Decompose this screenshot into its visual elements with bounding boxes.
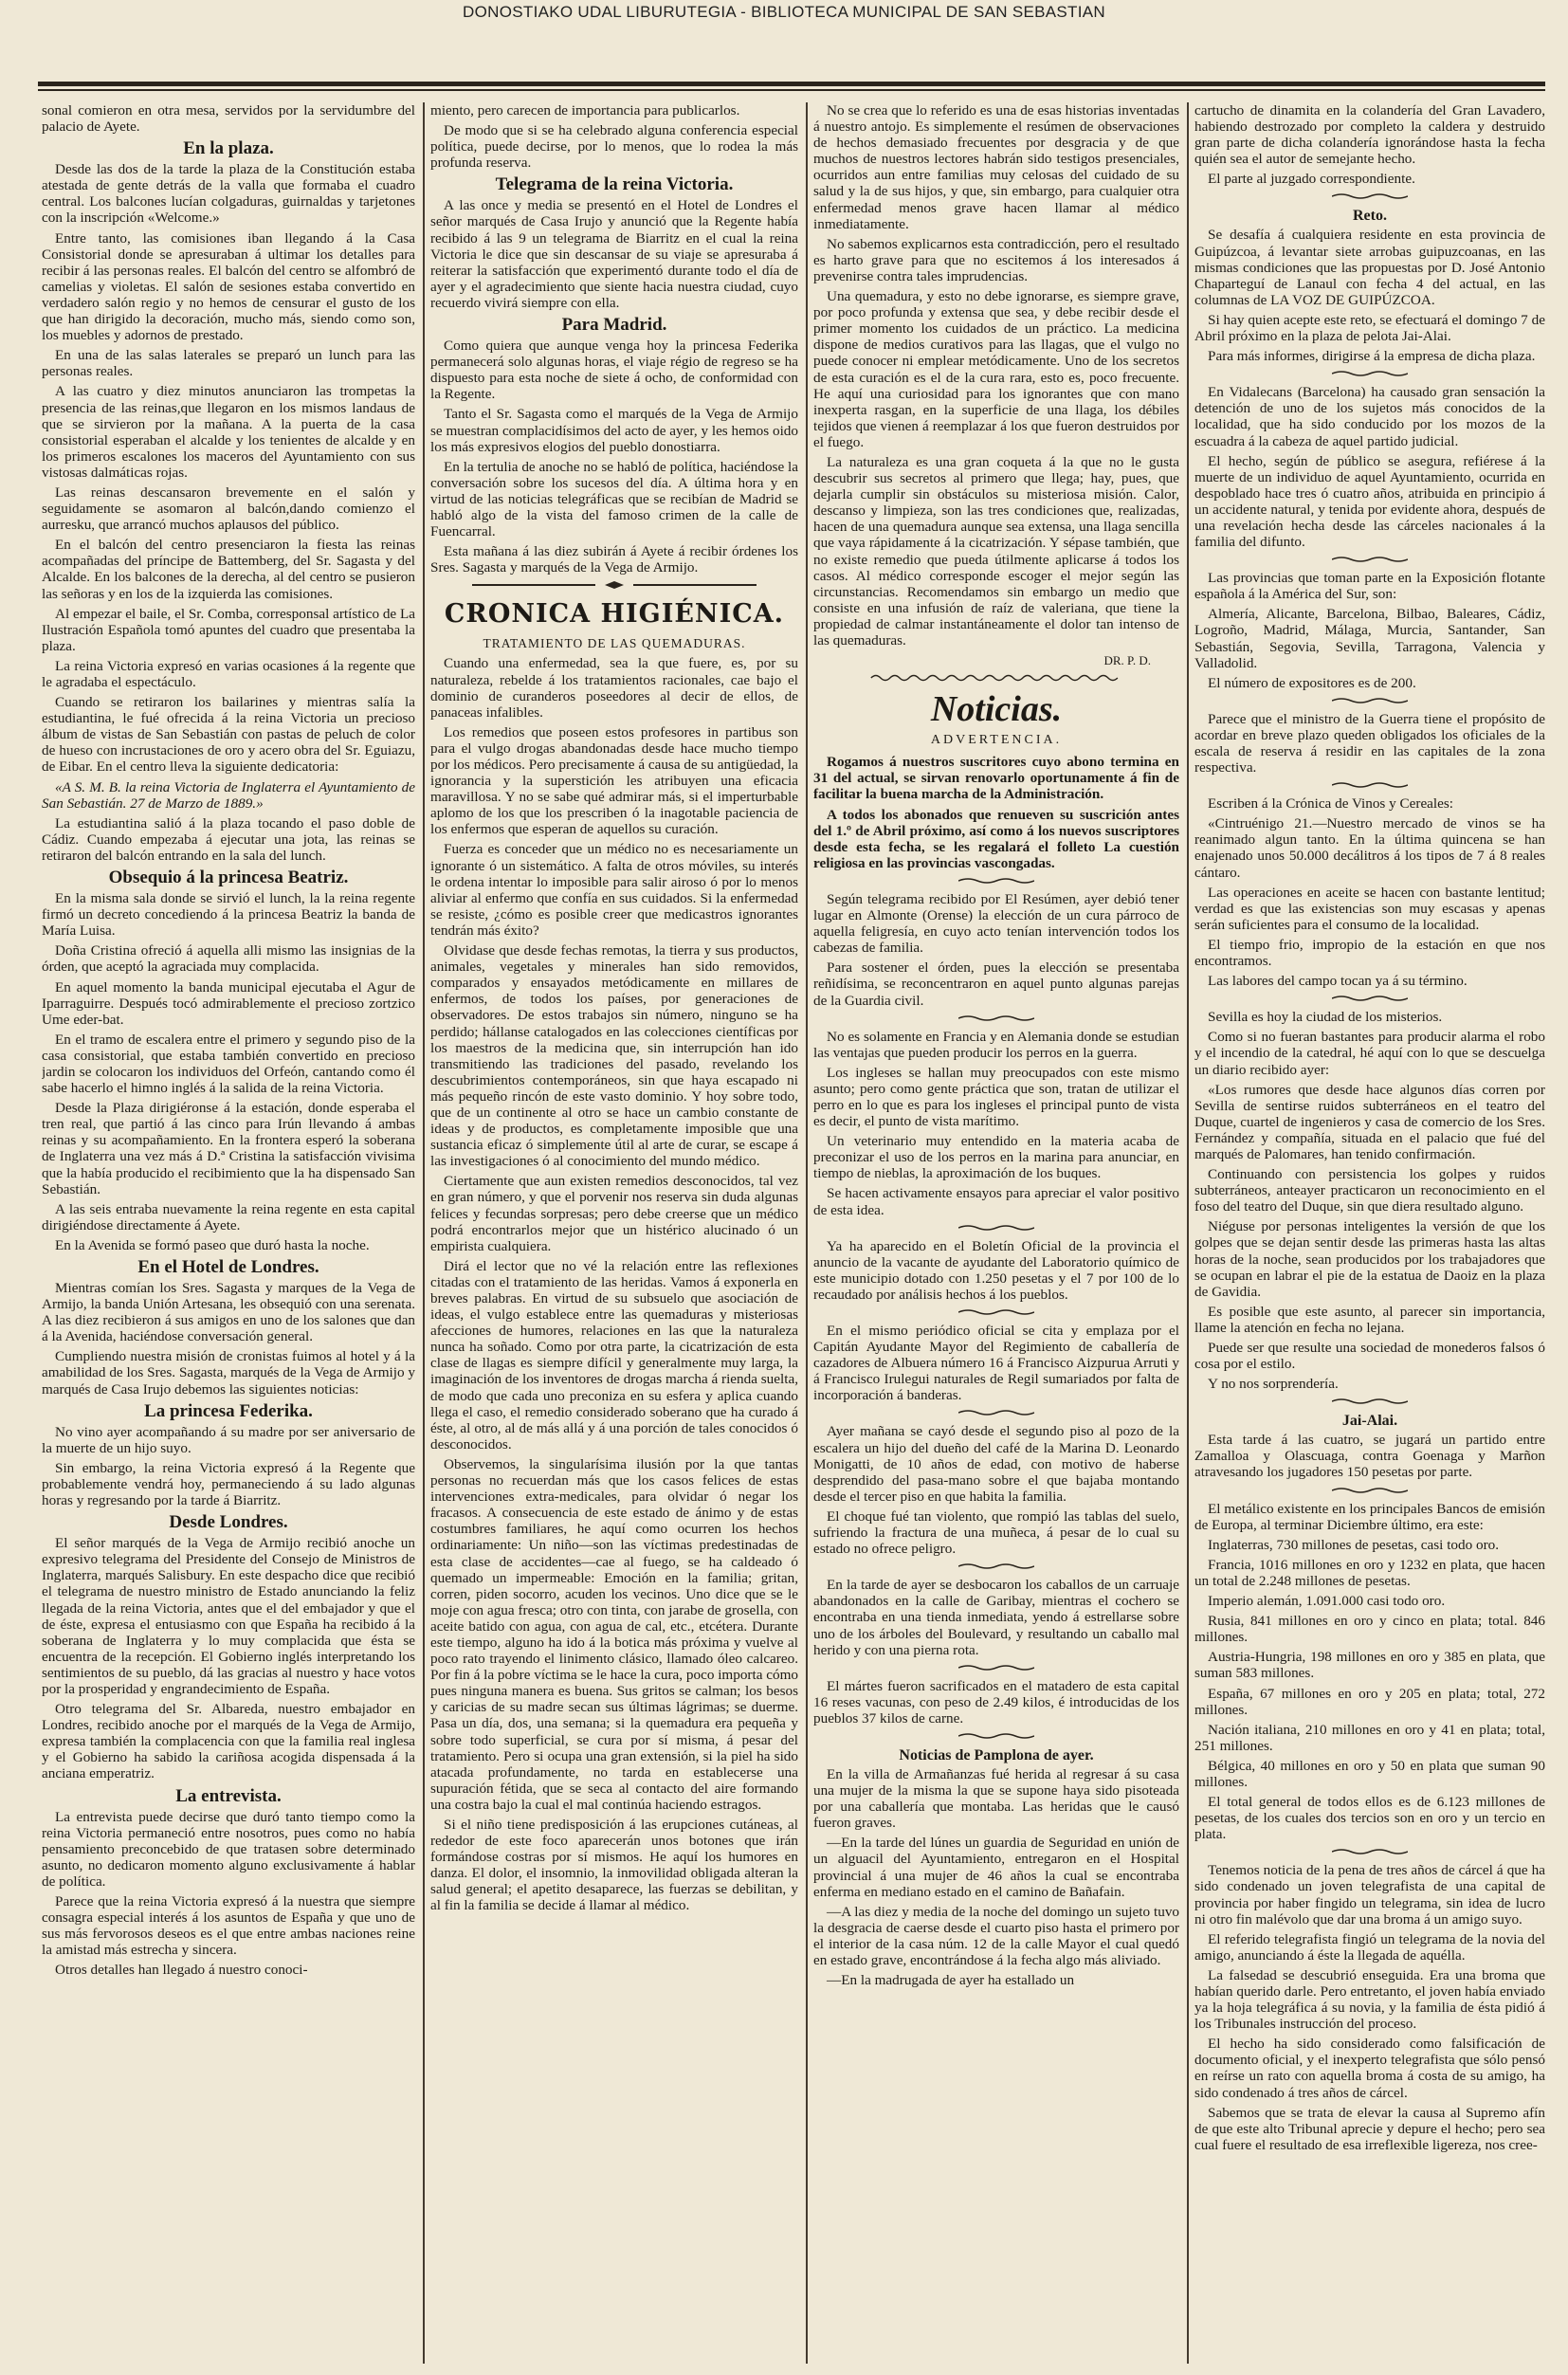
- ornament-divider: [1332, 369, 1408, 378]
- paragraph: Parece que la reina Victoria expresó á la nuestra que siempre consagra especial interés á los asuntos de España y que uno de sus más fervorosos deseos es el que entre ambas naciones reine la amistad más estrecha y sincera.: [42, 1893, 415, 1959]
- paragraph: Olvidase que desde fechas remotas, la tierra y sus productos, animales, vegetales y minerales han sido removidos, comparados y ensayados metódicamente en millares de enfermos, de todos los países, por generaciones de observadores. De estos trabajos sin número, ninguno se ha perdido; hállanse catalogados en las colecciones científicas por los maestros de la medicina que, sin interrupción han ido transmitiendo las tradiciones del pasado, revelando los descubrimientos contemporáneos, sin que haya escapado ni más pequeño rincón de este vasto dominio. Y hoy sobre todo, que de un continente al otro se hace un cambio constante de ideas y de productos, es completamente imposible que una sustancia eficaz ó simplemente útil al arte de curar, se escape á las investigaciones ó al conocimiento del mundo médico.: [430, 942, 798, 1170]
- paragraph: Inglaterras, 730 millones de pesetas, casi todo oro.: [1208, 1536, 1500, 1553]
- section-heading: La entrevista.: [175, 1785, 282, 1806]
- ornament-divider: [1332, 1847, 1408, 1856]
- paragraph: Puede ser que resulte una sociedad de monederos falsos ó cosa por el estilo.: [1194, 1340, 1545, 1373]
- ornament-divider: [958, 876, 1034, 886]
- top-rule: [38, 82, 1545, 86]
- paragraph: En la villa de Armañanzas fué herida al regresar á su casa una mujer de la misma la que se supone haya sido pisoteada por una caballería que montaba. Las heridas que le causó fueron graves.: [813, 1765, 1179, 1832]
- ornament-divider: [1332, 780, 1408, 790]
- column-3: [813, 102, 1179, 2364]
- paragraph: En el mismo periódico oficial se cita y emplaza por el Capitán Ayudante Mayor del Regimiento de caballería de cazadores de Albuera número 16 á Francisco Aizpurua Arruti y á Francisco Irulegui naturales de Regil sumariados por falta de incorporación á banderas.: [813, 1323, 1179, 1404]
- paragraph: Rusia, 841 millones en oro y cinco en plata; total. 846 millones.: [1194, 1613, 1545, 1646]
- ornament-divider: [958, 1663, 1034, 1672]
- column-divider: [1187, 102, 1189, 2364]
- advertencia-heading: ADVERTENCIA.: [930, 733, 1063, 748]
- paragraph: —En la tarde del lúnes un guardia de Seguridad en unión de un alguacil del Ayuntamiento, entregaron en el Hospital provincial á una mujer de 46 años la cual se encontraba enferma en mediano estado en el camino de Bañafain.: [813, 1835, 1179, 1900]
- paragraph: En la misma sala donde se sirvió el lunch, la la reina regente firmó un decreto concediendo á la princesa Beatriz la banda de María Luisa.: [42, 890, 415, 940]
- paragraph: En la tarde de ayer se desbocaron los caballos de un carruaje abandonados en la calle de Garibay, mientras el cochero se encontraba en una tienda inmediata, yendo á estrellarse sobre uno de los árboles del Boulevard, y resultando un caballo mal herido y con una pierna rota.: [813, 1577, 1179, 1658]
- column-4: [1194, 102, 1545, 2364]
- section-heading: Desde Londres.: [169, 1512, 288, 1533]
- paragraph: Y no nos sorprendería.: [1208, 1376, 1339, 1393]
- paragraph: Continuando con persistencia los golpes y ruidos subterráneos, anteayer practicaron un reconocimiento en el foso del teatro del Duque, sin que diera resultado alguno.: [1194, 1166, 1545, 1215]
- paragraph: El hecho, según de público se asegura, refiérese á la muerte de un individuo de aquel Ayuntamiento, ocurrida en despoblado hace tres ó cuatro años, atribuida en principio á un accidente natural, y tenida por evidente ahora, después de una revelación hecha desde las cárceles nacionales á la familia del difunto.: [1194, 452, 1545, 551]
- paragraph: En aquel momento la banda municipal ejecutaba el Agur de Iparraguirre. Después tocó admirablemente el precioso zortzico Ume eder-bat.: [42, 978, 415, 1028]
- paragraph: Los remedios que poseen estos profesores in partibus son para el vulgo drogas abandonadas desde hace mucho tiempo por los médicos. Pero precisamente á causa de su antigüedad, la ignorancia y la superstición les atribuyen una eficacia maravillosa. Y no se sabe qué admirar más, si el imperturbable aplomo de los que los prescriben ó la inagotable paciencia de los enfermos que esperan de aquellos su curación.: [430, 723, 798, 838]
- ornament-divider: [958, 1307, 1034, 1317]
- paragraph: En Vidalecans (Barcelona) ha causado gran sensación la detención de uno de los sujetos más conocidos de la localidad, que ha sido conducido por los mozos de la escuadra á la cabeza de aquel partido judicial.: [1194, 384, 1545, 449]
- paragraph: —En la madrugada de ayer ha estallado un: [827, 1972, 1075, 1989]
- article-subtitle: TRATAMIENTO DE LAS QUEMADURAS.: [483, 636, 746, 651]
- ornament-divider: [958, 1014, 1034, 1023]
- section-heading: Obsequio á la princesa Beatriz.: [108, 868, 349, 888]
- paragraph: El señor marqués de la Vega de Armijo recibió anoche un expresivo telegrama del Presidente del Consejo de Ministros de Inglaterra, marqués Salisbury. En este despacho dice que recibió el telegrama de nuestro ministro de Estado anunciando la feliz llegada de la reina Victoria, antes que el del embajador y que el de éste, expresa el entusiasmo con que España ha recibido á la soberana de Inglaterra y lo muy complacida que ésta se encuentra de la recepción. El Gobierno inglés interpretando los sentimientos de su pueblo, dá las gracias al nuestro y hace votos por la prosperidad y engrandecimiento de España.: [42, 1535, 415, 1697]
- paragraph: El metálico existente en los principales Bancos de emisión de Europa, al terminar Diciembre último, era este:: [1194, 1500, 1545, 1533]
- section-heading: Telegrama de la reina Victoria.: [495, 174, 734, 195]
- section-title-noticias: Noticias.: [930, 689, 1063, 730]
- column-1: [42, 102, 415, 2364]
- paragraph: De modo que si se ha celebrado alguna conferencia especial política, puede decirse, por lo menos, que lo rodea la más profunda reserva.: [430, 122, 798, 172]
- paragraph: Como si no fueran bastantes para producir alarma el robo y el incendio de la catedral, hé aquí con lo que se descuelga un diario recibido ayer:: [1194, 1029, 1545, 1078]
- paragraph: A las once y media se presentó en el Hotel de Londres el señor marqués de Casa Irujo y anunció que la Regente había recibido á las 9 un telegrama de Biarritz en el cual la reina Victoria le dice que sin descansar de su viaje se apresuraba á reiterar la satisfacción que experimentó durante todo el día de ayer y el agradecimiento que siente hacia nuestra ciudad, cuyo recuerdo vivirá siempre con ella.: [430, 197, 798, 311]
- paragraph: Una quemadura, y esto no debe ignorarse, es siempre grave, por poco profunda y extensa que sea, y debe recibir desde el primer momento los cuidados de un práctico. La medicina dispone de medios curativos para las llagas, que el vulgo no puede conocer ni emplear metódicamente. Uno de los secretos de esta curación es el de la cura rara, esto es, poco frecuente. He aquí una curiosidad para los ignorantes que con mano inexperta rasgan, en la superficie de una llaga, los débiles tejidos que vienen á reemplazar á los que fueron destruidos por el fuego.: [813, 288, 1179, 450]
- paragraph: La reina Victoria expresó en varias ocasiones á la regente que le agradaba el espectáculo.: [42, 657, 415, 690]
- section-heading: Reto.: [1353, 208, 1387, 225]
- ornament-divider: [958, 1731, 1034, 1741]
- paragraph: «Los rumores que desde hace algunos días corren por Sevilla de sentirse ruidos subterráneos en el teatro del Duque, cuartel de ingenieros y casa de comercio de los Sres. Fernández y compañía, situada en el palacio que fué del marqués de Palomares, han tenido confirmación.: [1194, 1081, 1545, 1162]
- ornament-divider: [1332, 1397, 1408, 1406]
- paragraph: No es solamente en Francia y en Alemania donde se estudian las ventajas que pueden producir los perros en la guerra.: [813, 1028, 1179, 1061]
- paragraph: El hecho ha sido considerado como falsificación de documento oficial, y el inexperto telegrafista que sólo pensó en reírse un rato con aquella broma á costa de su amigo, ha sido condenado á tres años de cárcel.: [1194, 2036, 1545, 2101]
- paragraph: La entrevista puede decirse que duró tanto tiempo como la reina Victoria permaneció entre nosotros, pues como no había pensamiento preconcebido de que tratasen sobre determinado asunto, no dedicaron momento alguno exclusivamente á hablar de política.: [42, 1808, 415, 1890]
- paragraph: No vino ayer acompañando á su madre por ser aniversario de la muerte de un hijo suyo.: [42, 1423, 415, 1456]
- paragraph: Esta tarde á las cuatro, se jugará un partido entre Zamalloa y Olascuaga, contra Goenaga y Marñon atravesando los jugadores 150 pesetas por parte.: [1194, 1432, 1545, 1481]
- paragraph: Otros detalles han llegado á nuestro conoci-: [55, 1962, 308, 1979]
- paragraph: El tiempo frio, impropio de la estación en que nos encontramos.: [1194, 936, 1545, 970]
- column-2: [430, 102, 798, 2364]
- paragraph: Para más informes, dirigirse á la empresa de dicha plaza.: [1208, 348, 1536, 365]
- paragraph: «Cintruénigo 21.—Nuestro mercado de vinos se ha reanimado algun tanto. En la última quincena se han enajenado unos 50.000 decálitros á los tipos de 7 á 8 reales cántaro.: [1194, 815, 1545, 881]
- paragraph: Escriben á la Crónica de Vinos y Cereales:: [1208, 795, 1454, 813]
- paragraph: Un veterinario muy entendido en la materia acaba de preconizar el uso de los perros en la marina para anunciar, en tiempo de nieblas, la aproximación de los buques.: [813, 1133, 1179, 1182]
- paragraph: El referido telegrafista fingió un telegrama de la novia del amigo, anunciando á éste la llegada de aquélla.: [1194, 1930, 1545, 1964]
- paragraph: Ayer mañana se cayó desde el segundo piso al pozo de la escalera un hijo del dueño del café de la Marina D. Leonardo Monigatti, de 10 años de edad, con motivo de haberse desprendido del pasa-mano sobre el que bajaba montando desde el tercer piso en que habita la familia.: [813, 1423, 1179, 1505]
- paragraph: Entre tanto, las comisiones iban llegando á la Casa Consistorial donde se apresuraban á ultimar los detalles para recibir á las personas reales. El balcón del centro se alfombró de camelias y violetas. El salón de sesiones estaba convertido en verdadero salón regio y no hemos de censurar el gusto de los que han dirigido la decoración, mucho más, siendo como son, los muebles y adornos de prestado.: [42, 229, 415, 344]
- paragraph: sonal comieron en otra mesa, servidos por la servidumbre del palacio de Ayete.: [42, 102, 415, 136]
- paragraph: Fuerza es conceder que un médico no es necesariamente un ignorante ó un sistemático. A falta de otros móviles, su interés le ordena intentar lo imposible para salir airoso ó por lo menos aliviar al enfermo que confía en sus cuidados. Si la enfermedad se resiste, ¿cómo es posible creer que medicastros ignorantes tendrán más éxito?: [430, 841, 798, 939]
- paragraph: España, 67 millones en oro y 205 en plata; total, 272 millones.: [1194, 1685, 1545, 1718]
- paragraph: Para sostener el órden, pues la elección se presentaba reñidísima, se reconcentraron en aquel punto algunas parejas de la Guardia civil.: [813, 959, 1179, 1009]
- ornament-divider: [1332, 1486, 1408, 1495]
- paragraph: Imperio alemán, 1.091.000 casi todo oro.: [1208, 1593, 1446, 1610]
- paragraph: No sabemos explicarnos esta contradicción, pero el resultado es harto grave para que no escitemos á los interesados á prevenirse contra tales imprudencias.: [813, 235, 1179, 284]
- paragraph: Las operaciones en aceite se hacen con bastante lentitud; verdad es que las existencias son muy escasas y apenas serán suficientes para el consumo de la localidad.: [1194, 884, 1545, 933]
- paragraph: Ciertamente que aun existen remedios desconocidos, tal vez en gran número, y que el porvenir nos reserva sin duda algunas felices y fecundas sorpresas; pero debe creerse que un médico podrá encontrarlos mejor que un histérico alucinado ó un empirista cualquiera.: [430, 1173, 798, 1254]
- paragraph: Dirá el lector que no vé la relación entre las reflexiones citadas con el tratamiento de las heridas. Vamos á exponerla en breves palabras. En virtud de su subsuelo que asociación de ideas, el vulgo establece entre las quemaduras y misteriosas afecciones de humores, relaciones en las que la naturaleza nunca ha soñado. Como por otra parte, la cicatrización de esta clase de llagas es siempre difícil y generalmente muy larga, la imaginación de los inventores de drogas marcha á rienda suelta, de modo que cada uno preconiza en su esfera y aplica cuando llega el caso, el remedio considerado soberano que ha curado á éste, al otro, al de más allá y á una porción de tales conocidos ó desconocidos.: [430, 1257, 798, 1452]
- section-heading: Para Madrid.: [561, 315, 667, 336]
- paragraph: Desde las dos de la tarde la plaza de la Constitución estaba atestada de gente detrás de la valla que formaba el cuadro central. Los balcones lucían colgaduras, guirnaldas y tarjetones con la inscripción «Welcome.»: [42, 161, 415, 227]
- paragraph: Bélgica, 40 millones en oro y 50 en plata que suman 90 millones.: [1194, 1757, 1545, 1790]
- paragraph: El choque fué tan violento, que rompió las tablas del suelo, sufriendo la fractura de una muñeca, á pesar de lo cual su estado no ofrece peligro.: [813, 1507, 1179, 1558]
- paragraph: Cumpliendo nuestra misión de cronistas fuimos al hotel y á la amabilidad de los Sres. Sagasta, marqués de la Vega de Armijo y marqués de Casa Irujo debemos las siguientes noticias:: [42, 1348, 415, 1398]
- paragraph: Según telegrama recibido por El Resúmen, ayer debió tener lugar en Almonte (Orense) la elección de un cura párroco de aquella feligresía, en cuyo acto tenían intervención todos los cabezas de familia.: [813, 890, 1179, 957]
- top-rule-thin: [38, 89, 1545, 91]
- column-divider: [806, 102, 808, 2364]
- paragraph: Las provincias que toman parte en la Exposición flotante española á la América del Sur, son:: [1194, 570, 1545, 603]
- paragraph: Se desafía á cualquiera residente en esta provincia de Guipúzcoa, á levantar siete arrobas guipuzcoanas, en las mismas condiciones que las propuestas por D. José Antonio Chaparteguí de Lanaul con fecha 4 del actual, en las columnas de LA VOZ DE GUIPÚZCOA.: [1194, 227, 1545, 308]
- paragraph: Mientras comían los Sres. Sagasta y marques de la Vega de Armijo, la banda Unión Artesana, les obsequió con una serenata. A las diez recibieron á sus amigos en uno de los salones que dan á la Avenida, haciéndose conversación general.: [42, 1280, 415, 1345]
- paragraph: Tanto el Sr. Sagasta como el marqués de la Vega de Armijo se muestran complacidísimos del acto de ayer, y les hemos oido los más expresivos elogios del pueblo donostiarra.: [430, 406, 798, 455]
- paragraph: A las cuatro y diez minutos anunciaron las trompetas la presencia de las reinas,que llegaron en los mismos landaus de que se sirvieron por la mañana. A la puerta de la casa consistorial esperaban el alcalde y los tenientes de alcalde y en los primeros escalones los maceros del Ayuntamiento con sus vistosas dalmáticas rojas.: [42, 383, 415, 481]
- paragraph: El mártes fueron sacrificados en el matadero de esta capital 16 reses vacunas, con peso de 2.49 kilos, é introducidas de los pueblos 37 kilos de carne.: [813, 1677, 1179, 1726]
- ornament-divider: [958, 1408, 1034, 1417]
- paragraph: En el tramo de escalera entre el primero y segundo piso de la casa consistorial, que estaba también convertido en precioso jardin se colocaron los individuos del Orfeón, cantando como él sabe hacerlo el himno inglés á la salida de la reina Victoria.: [42, 1031, 415, 1097]
- paragraph: Desde la Plaza dirigiéronse á la estación, donde esperaba el tren real, que partió á las cinco para Irún llevando á ambas reinas y su acompañamiento. En la frontera esperó la soberana de Inglaterra una vez más á D.ª Cristina la satisfacción vivisima que la había producido el recibimiento que la ha dispensado San Sebastián.: [42, 1100, 415, 1197]
- paragraph: Observemos, la singularísima ilusión por la que tantas personas no recuerdan más que los casos felices de estas intervenciones extra-medicales, para olvidar ó negar los fracasos. A consecuencia de este estado de ánimo y de estas costumbres familiares, he aquí como ocurren los hechos ordinariamente: Un niño—son las víctimas predestinadas de esta clase de accidentes—cae al fuego, se ha caldeado ó quemado un impermeable: Emoción en la familia; gritan, corren, piden socorro, acuden los vecinos. Uno dice que se le moje con agua fresca; otro con tinta, con jarabe de grosella, con aceite batido con agua, con agua de cal, etc., etcétera. Durante este tiempo, alguno ha ido á la botica más próxima y vuelve al poco rato trayendo el linimento clásico, llamado óleo calcareo. Por fin á la pobre víctima se le hace la cura, poco importa cómo pues ninguna manera es buena. Sus gritos se calman; los besos y caricias de su madre secan sus últimas lágrimas; se duerme. Pasa un día, dos, una semana; si la quemadura era pequeña y sobre todo superficial, se cura por sí misma, á pesar del tratamiento. Pero si ocupa una gran extensión, si la piel ha sido atacada profundamente, no tarda en establecerse una supuración fétida, que se seca al contacto del aire formando una costra bajo la cual el mal continúa haciendo estragos.: [430, 1455, 798, 1813]
- paragraph: Sin embargo, la reina Victoria expresó á la Regente que probablemente vendrá hoy, permaneciendo á su lado algunas horas y regresando por la tarde á Biarritz.: [42, 1459, 415, 1509]
- paragraph: A las seis entraba nuevamente la reina regente en esta capital dirigiéndose directamente á Ayete.: [42, 1200, 415, 1233]
- paragraph: —A las diez y media de la noche del domingo un sujeto tuvo la desgracia de caerse desde el cuarto piso hasta el primero por el interior de la casa núm. 12 de la calle Mayor el cual quedó en estado grave, encontrándose á la fecha algo más aliviado.: [813, 1903, 1179, 1968]
- paragraph: En la tertulia de anoche no se habló de política, haciéndose la conversación sobre los sucesos del día. A última hora y en virtud de las noticias telegráficas que se recibían de Madrid se habló algo de la vista del famoso crimen de la calle de Fuencarral.: [430, 458, 798, 540]
- paragraph: En el balcón del centro presenciaron la fiesta las reinas acompañadas del príncipe de Battemberg, del Sr. Sagasta y del Alcalde. En los balcones de la derecha, al del centro se pusieron las señoras y en los de la izquierda las comisiones.: [42, 537, 415, 602]
- dedication-quote: «A S. M. B. la reina Victoria de Inglaterra el Ayuntamiento de San Sebastián. 27 de Marzo de 1889.»: [42, 778, 415, 812]
- paragraph: Al empezar el baile, el Sr. Comba, corresponsal artístico de La Ilustración Española tomó apuntes del cuadro que presentaba la plaza.: [42, 605, 415, 654]
- paragraph: Nación italiana, 210 millones en oro y 41 en plata; total, 251 millones.: [1194, 1721, 1545, 1754]
- paragraph: En una de las salas laterales se preparó un lunch para las personas reales.: [42, 347, 415, 380]
- paragraph: Es posible que este asunto, al parecer sin importancia, llame la atención en fecha no lejana.: [1194, 1303, 1545, 1336]
- archive-header: DONOSTIAKO UDAL LIBURUTEGIA - BIBLIOTECA MUNICIPAL DE SAN SEBASTIAN: [463, 3, 1105, 21]
- ornament-divider: [1332, 696, 1408, 705]
- paragraph: Francia, 1016 millones en oro y 1232 en plata, que hacen un total de 2.248 millones de pesetas.: [1194, 1556, 1545, 1589]
- paragraph: Cuando una enfermedad, sea la que fuere, es, por su naturaleza, rebelde á los tratamientos racionales, cae bajo el dominio de curanderos poseedores al decir de ellos, de panaceas infalibles.: [430, 655, 798, 721]
- paragraph: El parte al juzgado correspondiente.: [1208, 171, 1415, 188]
- section-heading: La princesa Federika.: [144, 1400, 313, 1421]
- paragraph: Niéguse por personas inteligentes la versión de que los golpes que se dejan sentir desde las primeras hasta las altas horas de la noche, sean producidos por los trabajadores que se ocupan en labrar el pie de la estatua de Daoiz en la plaza de Gavidia.: [1194, 1218, 1545, 1300]
- column-divider: [423, 102, 425, 2364]
- section-heading: Jai-Alai.: [1341, 1413, 1398, 1430]
- paragraph: Otro telegrama del Sr. Albareda, nuestro embajador en Londres, recibido anoche por el marqués de la Vega de Armijo, expresa también la complacencia con que la familia real inglesa y el Gobierno ha sabido la cariñosa acogida dispensada á la anciana emperatriz.: [42, 1701, 415, 1782]
- paragraph: Sevilla es hoy la ciudad de los misterios.: [1208, 1009, 1443, 1026]
- ornament-divider: [958, 1562, 1034, 1571]
- signature: DR. P. D.: [1103, 653, 1151, 668]
- paragraph: Si hay quien acepte este reto, se efectuará el domingo 7 de Abril próximo en la plaza de pelota Jai-Alai.: [1194, 311, 1545, 345]
- paragraph: Cuando se retiraron los bailarines y mientras salía la estudiantina, le fué ofrecida á la reina Victoria un precioso álbum de vistas de San Sebastián con pastas de peluch de color de hueso con incrustaciones de oro y acero obra del Sr. Eguiazu, de Eibar. En el centro lleva la siguiente dedicatoria:: [42, 694, 415, 776]
- ornament-divider: [1332, 994, 1408, 1003]
- paragraph: Almería, Alicante, Barcelona, Bilbao, Baleares, Cádiz, Logroño, Madrid, Málaga, Murcia, Santander, San Sebastián, Segovia, Sevilla, Tarragona, Valencia y Valladolid.: [1194, 606, 1545, 671]
- paragraph: Sabemos que se trata de elevar la causa al Supremo afín de que este alto Tribunal aprecie y depure el hecho; pero sea cual fuere el resultado de esa irreflexible ligereza, nos cree-: [1194, 2104, 1545, 2153]
- wavy-divider: [821, 673, 1172, 683]
- ornament-divider: [958, 1223, 1034, 1233]
- section-heading: En el Hotel de Londres.: [137, 1257, 319, 1277]
- paragraph: Se hacen activamente ensayos para apreciar el valor positivo de esta idea.: [813, 1185, 1179, 1218]
- ornament-divider: [1332, 555, 1408, 564]
- paragraph: Parece que el ministro de la Guerra tiene el propósito de acordar en breve plazo queden obligados los oficiales de la escala de reserva á residir en las capitales de la zona respectiva.: [1194, 710, 1545, 776]
- paragraph: El número de expositores es de 200.: [1208, 674, 1416, 691]
- paragraph: Los ingleses se hallan muy preocupados con este mismo asunto; pero como gente práctica que son, tratan de utilizar el perro en lo que es para los ingleses el principal punto de vista es decir, el punto de vista marítimo.: [813, 1064, 1179, 1130]
- paragraph: Austria-Hungria, 198 millones en oro y 385 en plata, que suman 583 millones.: [1194, 1649, 1545, 1682]
- paragraph: Si el niño tiene predisposición á las erupciones cutáneas, al rededor de este foco aparecerán unos botones que irán formándose costras por sí mismos. He aquí los humores en danza. El dolor, el insomnio, la inmovilidad obligada alteran la salud general; el apetito desaparece, las fuerzas se debilitan, y al fin la familia se decide á llamar al médico.: [430, 1817, 798, 1914]
- paragraph: Ya ha aparecido en el Boletín Oficial de la provincia el anuncio de la vacante de ayudante del Laboratorio químico de este municipio dotado con 1.250 pesetas y el 7 por 100 de lo recaudado por análisis hechos á los pueblos.: [813, 1237, 1179, 1303]
- section-heading: Noticias de Pamplona de ayer.: [899, 1746, 1094, 1763]
- ornament-divider: [472, 580, 757, 590]
- paragraph: miento, pero carecen de importancia para publicarlos.: [430, 102, 740, 119]
- paragraph: Como quiera que aunque venga hoy la princesa Federika permanecerá solo algunas horas, el viaje régio de regreso se ha dispuesto para esta noche de siete á ocho, de conformidad con la Regente.: [430, 338, 798, 403]
- paragraph: Las labores del campo tocan ya á su término.: [1208, 973, 1468, 990]
- paragraph: No se crea que lo referido es una de esas historias inventadas á nuestro antojo. Es simplemente el resúmen de observaciones de hechos demasiado frecuentes por desgracia y de que muchos de nuestros lectores habrán sido testigos presenciales, ocurridos aun entre familias muy celosas del cuidado de su salud y la de sus hijos, y que, sin embargo, para cualquier otra enfermedad menos grave hacen llamar al médico inmediatamente.: [813, 102, 1179, 232]
- paragraph: La naturaleza es una gran coqueta á la que no le gusta descubrir sus secretos al primero que llega; hay, pues, que dejarla cumplir sin obstáculos su misteriosa misión. Calor, descanso y limpieza, son las tres condiciones que, realizadas, hacen de una quemadura aunque sea extensa, una llaga sencilla que vaya rápidamente á la cicatrización. Y sépase también, que no existe remedio que pueda útilmente aplicarse á todos los casos. Al médico corresponde escoger el mejor según las circunstancias. Recomendamos sin embargo un medio que consiste en una infusión de raíz de valeriana, que tiene la propiedad de calmar instantáneamente el dolor tan intenso de las quemaduras.: [813, 453, 1179, 649]
- paragraph: La estudiantina salió á la plaza tocando el paso doble de Cádiz. Cuando empezaba á ejecutar una jota, las reinas se retiraron del balcón entrando en la sala del lunch.: [42, 814, 415, 864]
- ornament-divider: [1332, 192, 1408, 201]
- notice-paragraph: A todos los abonados que renueven su suscrición antes del 1.º de Abril próximo, así como á los nuevos suscriptores desde esta fecha, se les regalará el folleto La cuestión religiosa en las provincias vascongadas.: [813, 806, 1179, 871]
- paragraph: La falsedad se descubrió enseguida. Era una broma que habían querido darle. Pero entretanto, el joven había enviado ya la hoja telegráfica á su novia, y la familia de ésta pidió á los Tribunales instrucción del proceso.: [1194, 1966, 1545, 2033]
- paragraph: Esta mañana á las diez subirán á Ayete á recibir órdenes los Sres. Sagasta y marqués de la Vega de Armijo.: [430, 543, 798, 576]
- paragraph: En la Avenida se formó paseo que duró hasta la noche.: [55, 1236, 370, 1253]
- section-heading: En la plaza.: [183, 138, 274, 159]
- notice-paragraph: Rogamos á nuestros suscritores cuyo abono termina en 31 del actual, se sirvan renovarlo oportunamente á fin de facilitar la buena marcha de la Administración.: [813, 754, 1179, 803]
- paragraph: Las reinas descansaron brevemente en el salón y seguidamente se asomaron al balcón,dando comienzo el aurresku, que arrancó muchos aplausos del público.: [42, 484, 415, 534]
- paragraph: El total general de todos ellos es de 6.123 millones de pesetas, de los cuales dos tercios son en oro y un tercio en plata.: [1194, 1794, 1545, 1843]
- paragraph: Doña Cristina ofreció á aquella alli mismo las insignias de la órden, que aceptó la agraciada muy complacida.: [42, 942, 415, 976]
- paragraph: Tenemos noticia de la pena de tres años de cárcel á que ha sido condenado un joven telegrafista de una capital de provincia por haber fingido un telegrama, sin idea de lucro ni otro fin malévolo que dar una broma á un amigo suyo.: [1194, 1862, 1545, 1927]
- article-title: CRONICA HIGIÉNICA.: [444, 599, 785, 630]
- paragraph: cartucho de dinamita en la colandería del Gran Lavadero, habiendo destrozado por completo la caldera y destruido gran parte de dicha colandería ignorándose hasta la fecha quién sea el autor de semejante hecho.: [1194, 102, 1545, 168]
